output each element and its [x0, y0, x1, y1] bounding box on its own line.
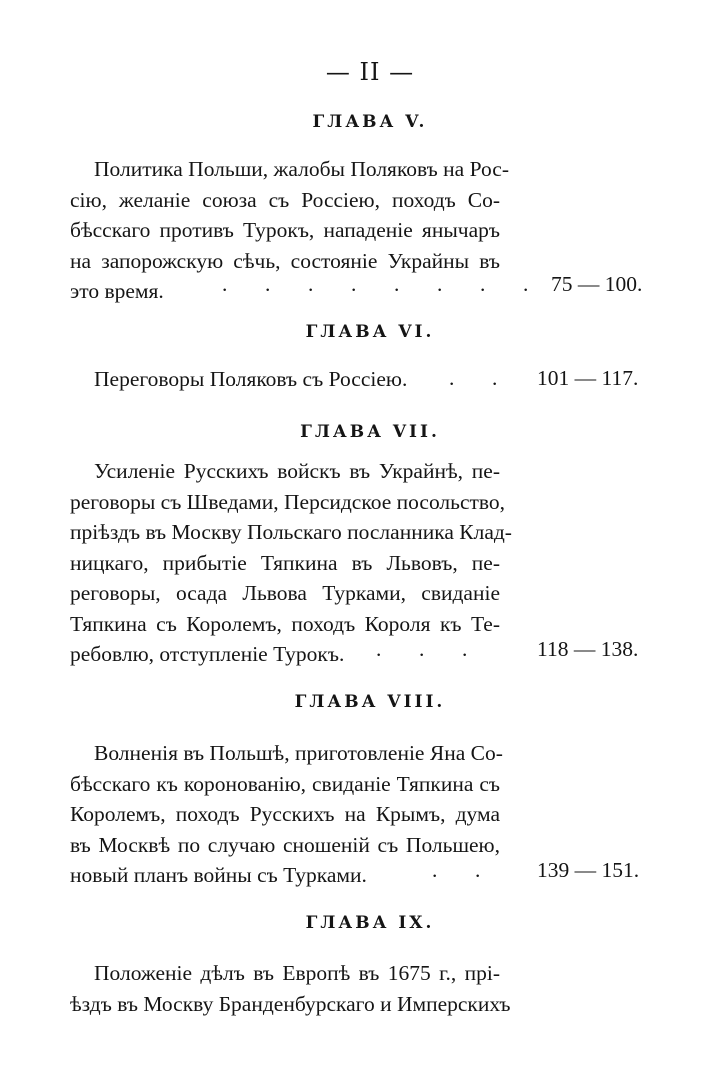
- dot-leader: . .: [449, 366, 498, 390]
- summary-line: Положеніе дѣлъ въ Европѣ въ 1675 г., прі-: [94, 961, 500, 985]
- chapter-heading-8: ГЛАВА VIII.: [294, 692, 446, 712]
- dot-leader: . . . . . . . .: [222, 272, 529, 296]
- summary-line: ѣздъ въ Москву Бранденбурскаго и Имперскихъ: [70, 991, 511, 1016]
- summary-line: бѣсскаго противъ Турокъ, нападеніе янычаръ: [70, 218, 500, 242]
- chapter-summary-6: [70, 364, 500, 395]
- summary-line: ницкаго, прибытіе Тяпкина въ Львовъ, пе-: [70, 550, 500, 575]
- chapter-heading-5: ГЛАВА V.: [312, 112, 428, 132]
- page-range-8: 139 — 151.: [537, 858, 640, 882]
- summary-line: въ Москвѣ по случаю сношеній съ Польшею,: [70, 832, 500, 857]
- summary-line: Королемъ, походъ Русскихъ на Крымъ, дума: [70, 802, 500, 826]
- summary-line: пріѣздъ въ Москву Польскаго посланника Клад-: [70, 520, 512, 544]
- summary-line: новый планъ войны съ Турками.: [70, 863, 367, 887]
- dot-leader: . . .: [376, 637, 468, 661]
- dot-leader: . .: [432, 858, 481, 882]
- page-range-6: 101 — 117.: [537, 366, 639, 390]
- chapter-heading-9: ГЛАВА IX.: [305, 913, 435, 933]
- summary-line: Политика Польши, жалобы Поляковъ на Рос-: [94, 157, 509, 181]
- summary-line: Тяпкина съ Королемъ, походъ Короля къ Те-: [70, 611, 500, 636]
- chapter-heading-7: ГЛАВА VII.: [300, 422, 440, 442]
- summary-line: сію, желаніе союза съ Россіею, походъ Со-: [70, 187, 500, 212]
- summary-line: на запорожскую сѣчь, состояніе Украйны въ: [70, 248, 500, 273]
- summary-line: реговоры съ Шведами, Персидское посольство,: [70, 489, 506, 514]
- chapter-summary-9: [70, 958, 511, 1019]
- page-range-5: 75 — 100.: [551, 272, 643, 296]
- summary-line: это время.: [70, 279, 164, 303]
- summary-line: ребовлю, отступленіе Турокъ.: [70, 642, 345, 666]
- summary-line: Усиленіе Русскихъ войскъ въ Украйнѣ, пе-: [94, 459, 500, 483]
- page-range-7: 118 — 138.: [537, 637, 639, 661]
- chapter-heading-6: ГЛАВА VI.: [305, 322, 435, 342]
- summary-line: бѣсскаго къ коронованію, свиданіе Тяпкина съ: [70, 771, 500, 796]
- summary-line: реговоры, осада Львова Турками, свиданіе: [70, 581, 500, 605]
- summary-line: Переговоры Поляковъ съ Россіею.: [94, 367, 408, 391]
- page-number: — II —: [325, 58, 415, 86]
- summary-line: Волненія въ Польшѣ, приготовленіе Яна Со-: [94, 741, 503, 765]
